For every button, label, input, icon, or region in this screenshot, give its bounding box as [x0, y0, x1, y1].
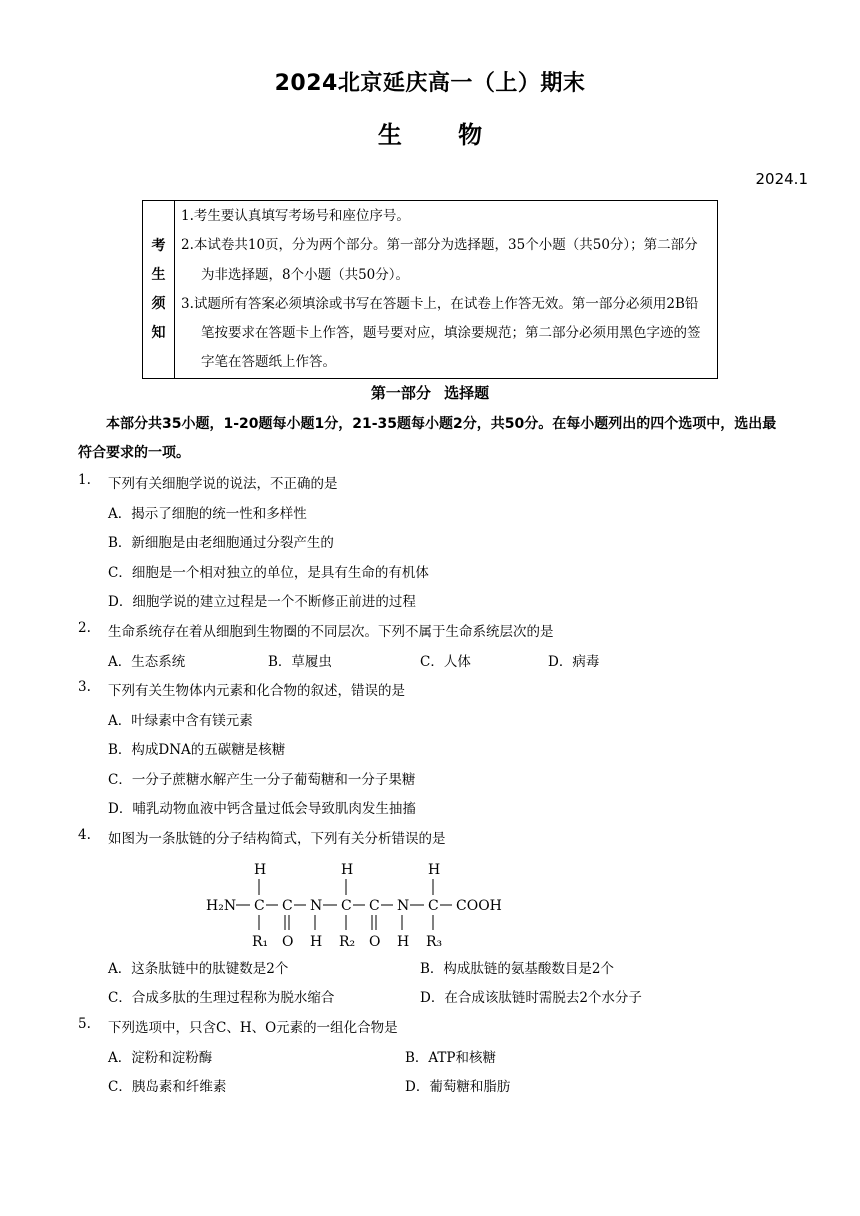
answer-option: A．揭示了细胞的统一性和多样性: [108, 506, 307, 522]
answer-option: B．构成DNA的五碳糖是核糖: [108, 742, 286, 758]
amino-group: H₂N: [206, 898, 237, 914]
hydrogen-atom: H: [428, 862, 441, 878]
notice-heading-char: 考: [151, 237, 166, 254]
answer-option: D．在合成该肽链时需脱去2个水分子: [420, 990, 642, 1006]
question-stem: 如图为一条肽链的分子结构简式，下列有关分析错误的是: [108, 831, 446, 847]
answer-option: D．哺乳动物血液中钙含量过低会导致肌肉发生抽搐: [108, 801, 416, 817]
carbon-atom: C: [369, 898, 380, 914]
question-number: 5.: [78, 1016, 91, 1032]
carbon-atom: C: [282, 898, 293, 914]
question-stem: 下列选项中，只含C、H、O元素的一组化合物是: [108, 1020, 398, 1036]
answer-option: B．ATP和核糖: [405, 1050, 497, 1066]
peptide-structure-diagram: [200, 862, 520, 954]
r-group: R₃: [426, 934, 443, 950]
question-stem: 下列有关细胞学说的说法，不正确的是: [108, 476, 338, 492]
candidate-notice-box: [142, 200, 718, 379]
answer-option: C．一分子蔗糖水解产生一分子葡萄糖和一分子果糖: [108, 772, 416, 788]
answer-option: A．生态系统: [108, 654, 186, 670]
carboxyl-group: COOH: [456, 898, 502, 914]
answer-option: C．合成多肽的生理过程称为脱水缩合: [108, 990, 335, 1006]
answer-option: B．新细胞是由老细胞通过分裂产生的: [108, 535, 334, 551]
answer-option: A．淀粉和淀粉酶: [108, 1050, 213, 1066]
notice-item: 3.试题所有答案必须填涂或书写在答题卡上，在试卷上作答无效。第一部分必须用2B铅笔按要求在答题卡上作答，题号要对应，填涂要规范；第二部分必须用黑色字迹的签字笔在答题纸上作答。: [181, 295, 701, 371]
answer-option: D．细胞学说的建立过程是一个不断修正前进的过程: [108, 594, 416, 610]
notice-heading: [143, 201, 175, 378]
subject-title: 生 物: [377, 121, 483, 149]
answer-option: A．叶绿素中含有镁元素: [108, 713, 253, 729]
part-title: 第一部分 选择题: [370, 384, 490, 402]
answer-option: C．胰岛素和纤维素: [108, 1079, 227, 1095]
carbon-atom: C: [341, 898, 352, 914]
question-number: 4.: [78, 827, 91, 843]
answer-option: D．葡萄糖和脂肪: [405, 1079, 511, 1095]
question-number: 3.: [78, 679, 91, 695]
hydrogen-atom: H: [310, 934, 323, 950]
hydrogen-atom: H: [341, 862, 354, 878]
nitrogen-atom: N: [310, 898, 323, 914]
exam-date: 2024.1: [755, 170, 808, 188]
answer-option: B．构成肽链的氨基酸数目是2个: [420, 961, 615, 977]
part-instructions: 本部分共35小题，1-20题每小题1分，21-35题每小题2分，共50分。在每小题列出的四个选项中，选出最符合要求的一项。: [78, 416, 777, 461]
carbon-atom: C: [254, 898, 265, 914]
r-group: R₂: [339, 934, 356, 950]
answer-option: A．这条肽链中的肽键数是2个: [108, 961, 289, 977]
notice-item: 1.考生要认真填写考场号和座位序号。: [181, 208, 410, 224]
r-group: R₁: [252, 934, 269, 950]
question-stem: 下列有关生物体内元素和化合物的叙述，错误的是: [108, 683, 405, 699]
nitrogen-atom: N: [397, 898, 410, 914]
answer-option: B．草履虫: [268, 654, 332, 670]
notice-item: 2.本试卷共10页，分为两个部分。第一部分为选择题，35个小题（共50分）；第二部分为非选择题，8个小题（共50分）。: [181, 237, 698, 283]
question-number: 1.: [78, 472, 91, 488]
hydrogen-atom: H: [397, 934, 410, 950]
notice-heading-char: 生: [151, 266, 166, 283]
answer-option: C．人体: [420, 654, 471, 670]
answer-option: D．病毒: [548, 654, 600, 670]
question-stem: 生命系统存在着从细胞到生物圈的不同层次。下列不属于生命系统层次的是: [108, 624, 554, 640]
carbon-atom: C: [428, 898, 439, 914]
notice-heading-char: 知: [151, 324, 166, 341]
answer-option: C．细胞是一个相对独立的单位，是具有生命的有机体: [108, 565, 429, 581]
exam-title: 2024北京延庆高一（上）期末: [274, 71, 586, 96]
oxygen-atom: O: [369, 934, 381, 950]
hydrogen-atom: H: [254, 862, 267, 878]
notice-body: [175, 201, 717, 378]
oxygen-atom: O: [282, 934, 294, 950]
notice-heading-char: 须: [151, 295, 166, 312]
question-number: 2.: [78, 620, 91, 636]
